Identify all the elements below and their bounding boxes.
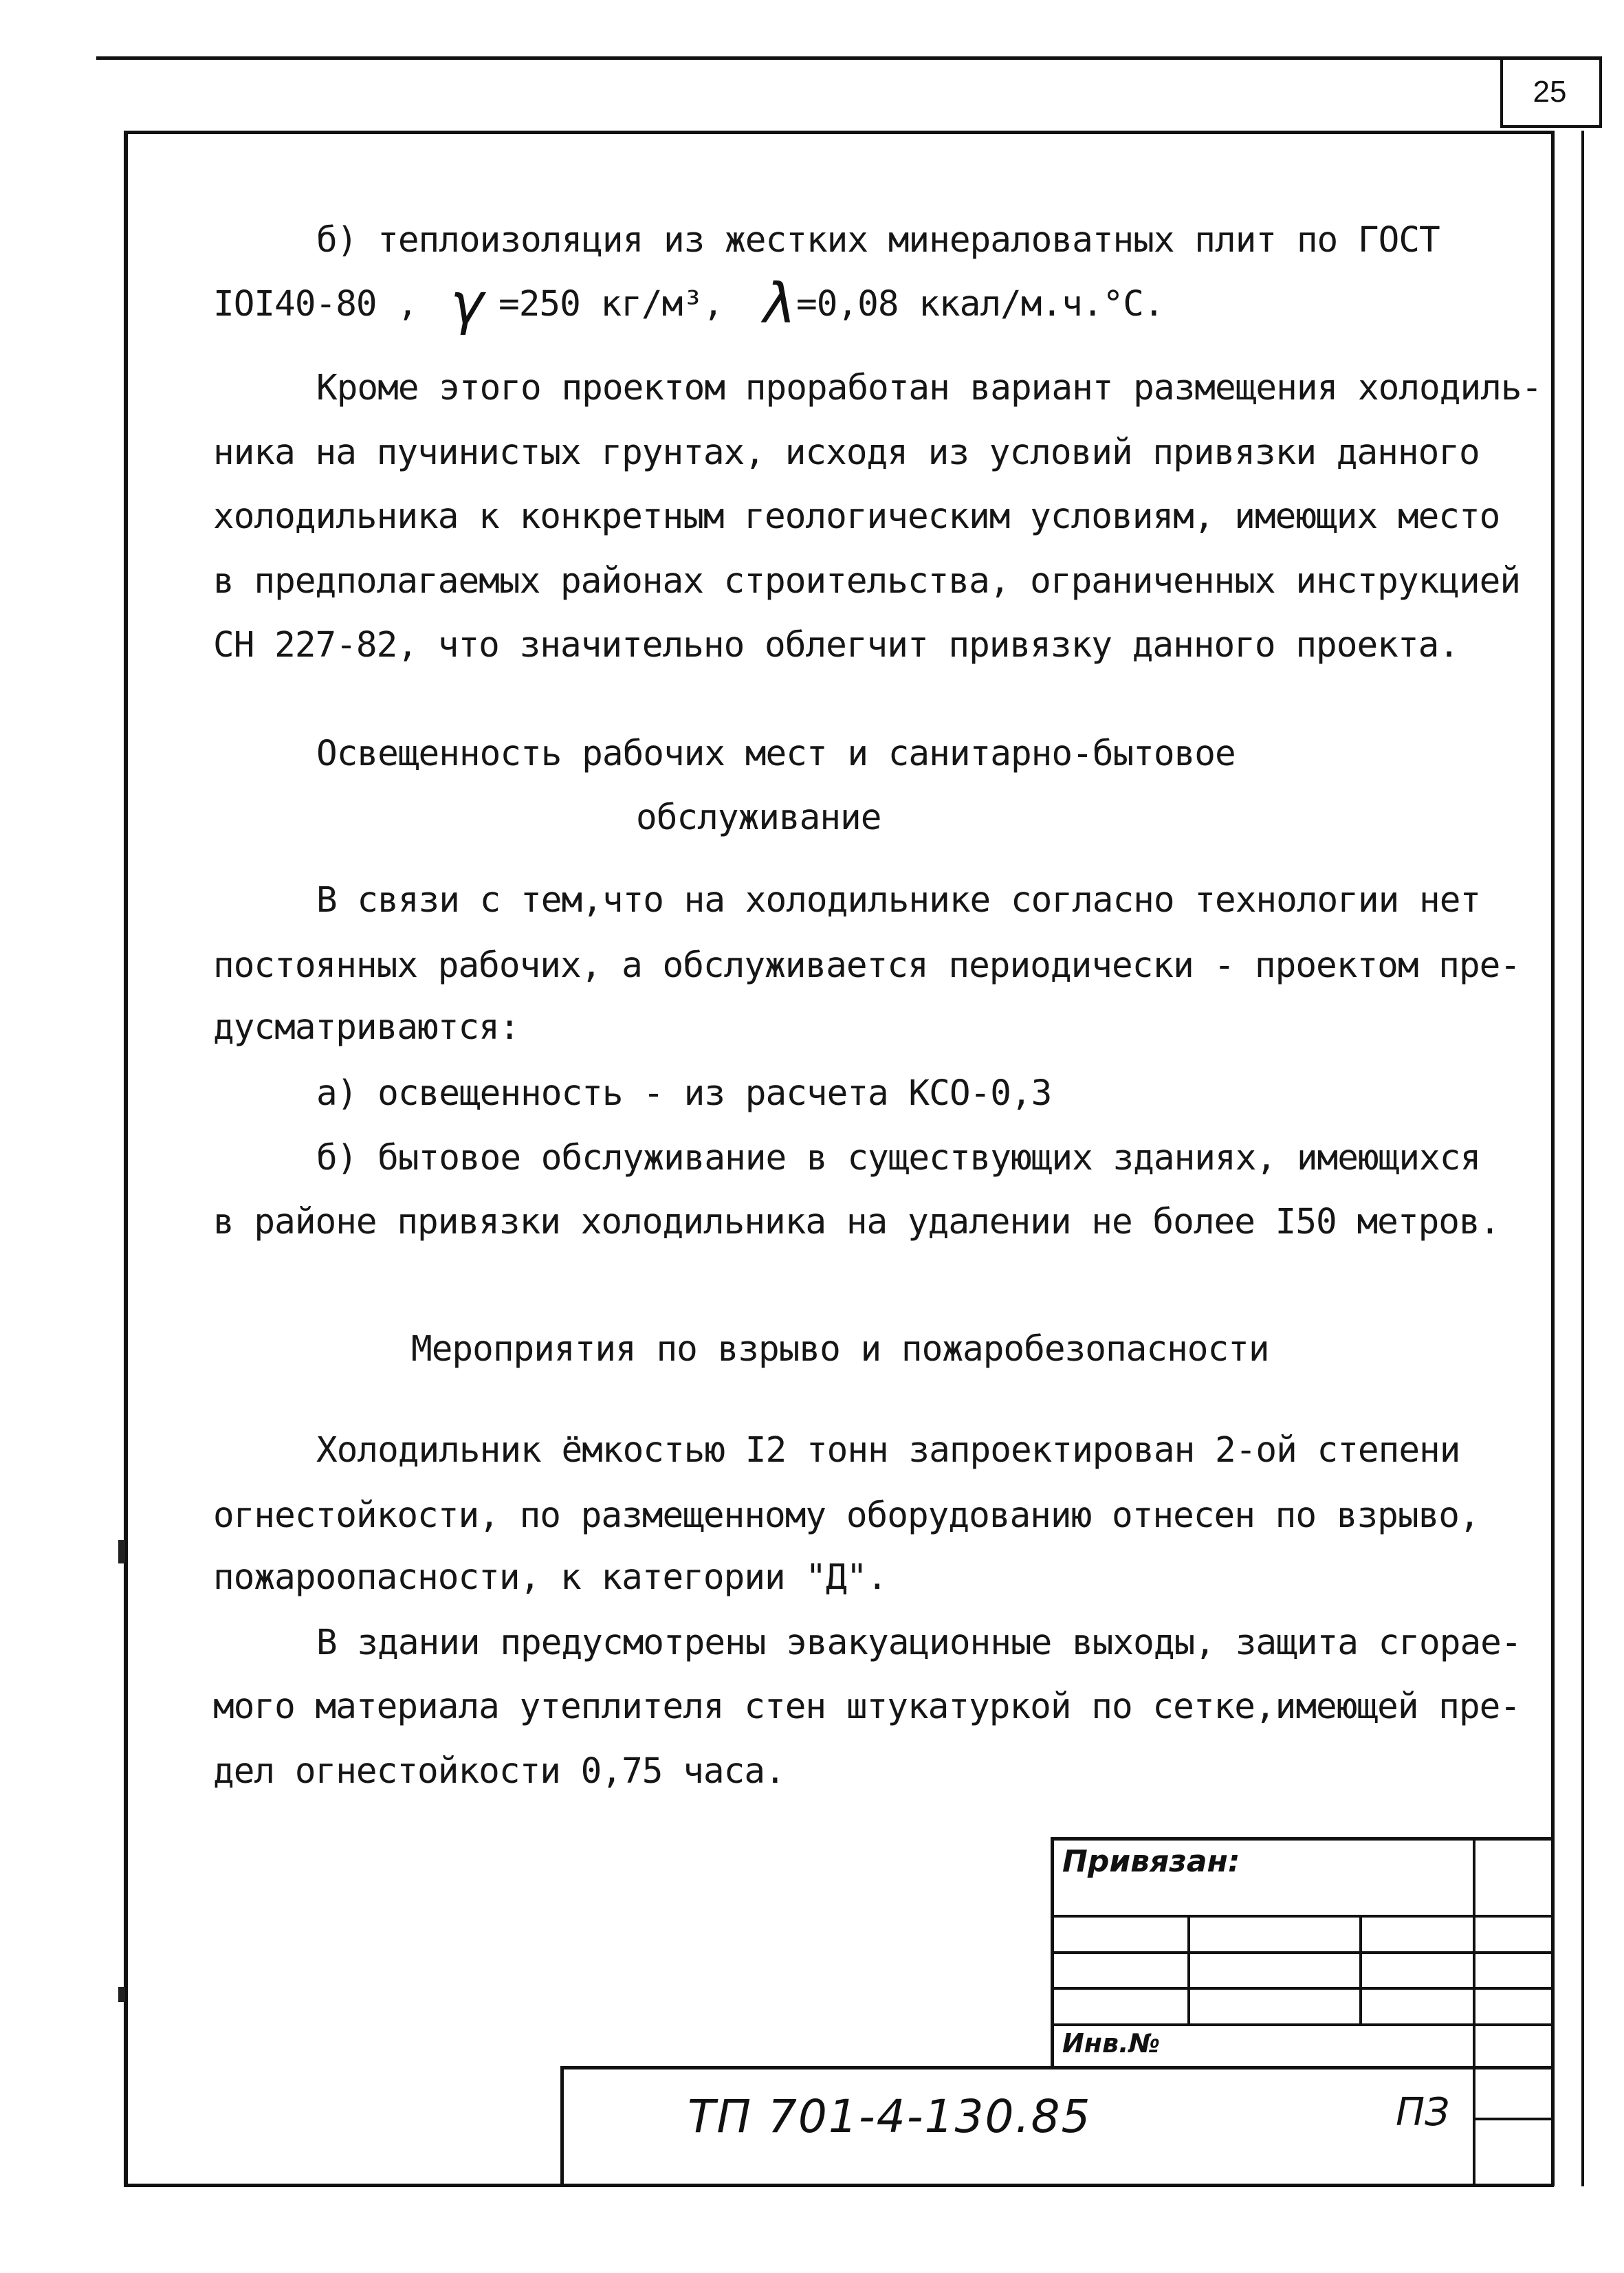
heading-fire-safety: Мероприятия по взрыво и пожаробезопасности xyxy=(411,1329,1269,1370)
stamp-hline-1 xyxy=(1051,1837,1554,1841)
para2-line2: ника на пучинистых грунтах, исходя из условий привязки данного xyxy=(213,432,1480,473)
gamma-symbol: γ xyxy=(450,272,484,337)
para1-line2-start: IOI40-80 , xyxy=(213,284,418,325)
para2-line5: СН 227-82, что значительно облегчит привязку данного проекта. xyxy=(213,625,1459,666)
document-code: ТП 701-4-130.85 xyxy=(688,2090,1092,2143)
outer-right-line xyxy=(1581,131,1584,2186)
heading-lighting-line1: Освещенность рабочих мест и санитарно-бытовое xyxy=(316,734,1236,774)
top-border-line xyxy=(96,56,1602,60)
para3-line3: дусматриваются: xyxy=(213,1007,520,1048)
stamp-hline-3 xyxy=(1051,1951,1554,1954)
stamp-hline-5 xyxy=(1051,2023,1554,2026)
para4-line2: огнестойкости, по размещенному оборудованию отнесен по взрыво, xyxy=(213,1495,1480,1536)
para1-line1: б) теплоизоляция из жестких минераловатных плит по ГОСТ xyxy=(316,220,1440,261)
inventory-number-label: Инв.№ xyxy=(1062,2028,1161,2058)
frame-left-line xyxy=(124,131,128,2186)
para4-line1: Холодильник ёмкостью I2 тонн запроектирован 2-ой степени xyxy=(316,1430,1460,1471)
para4-line3: пожароопасности, к категории "Д". xyxy=(213,1557,888,1598)
para1-conductivity: =0,08 ккал/м.ч.°С. xyxy=(796,284,1164,325)
para4-line5: мого материала утеплителя стен штукатуркой по сетке,имеющей пре- xyxy=(213,1687,1521,1727)
para3-line2: постоянных рабочих, а обслуживается периодически - проектом пре- xyxy=(213,945,1521,986)
title-block-small-hline xyxy=(1473,2118,1554,2120)
stamp-vline-3 xyxy=(1359,1915,1362,2025)
stamp-hline-4 xyxy=(1051,1987,1554,1990)
stamp-hline-2 xyxy=(1051,1915,1554,1918)
page-number-box-right xyxy=(1599,56,1602,128)
para4-line4: В здании предусмотрены эвакуационные выходы, защита сгорае- xyxy=(316,1623,1522,1663)
title-block-left-line xyxy=(560,2066,564,2186)
scan-mark xyxy=(118,1540,125,1563)
sheet-code: ПЗ xyxy=(1396,2090,1450,2135)
frame-bottom-line xyxy=(124,2184,1554,2187)
stamp-vline-4 xyxy=(1473,1837,1475,2186)
para2-line1: Кроме этого проектом проработан вариант размещения холодиль- xyxy=(316,368,1542,408)
stamp-vline-1 xyxy=(1051,1837,1054,2069)
scan-mark xyxy=(118,1987,125,2002)
para1-density: =250 кг/м³, xyxy=(498,284,723,325)
privyazan-label: Привязан: xyxy=(1062,1844,1240,1879)
para3-line1: В связи с тем,что на холодильнике согласно технологии нет xyxy=(316,880,1481,921)
page-number: 25 xyxy=(1533,75,1567,109)
para3-line6: в районе привязки холодильника на удалении не более I50 метров. xyxy=(213,1202,1500,1242)
frame-top-line xyxy=(124,131,1554,134)
para2-line4: в предполагаемых районах строительства, ограниченных инструкцией xyxy=(213,561,1521,602)
stamp-vline-2 xyxy=(1187,1915,1190,2025)
para3-item-b: б) бытовое обслуживание в существующих зданиях, имеющихся xyxy=(316,1138,1481,1178)
para3-item-a: а) освещенность - из расчета КСО-0,3 xyxy=(316,1073,1052,1114)
title-block-top-line xyxy=(560,2066,1554,2069)
para4-line6: дел огнестойкости 0,75 часа. xyxy=(213,1751,785,1792)
heading-lighting-line2: обслуживание xyxy=(636,798,881,838)
lambda-symbol: λ xyxy=(763,272,796,336)
frame-right-line xyxy=(1551,131,1555,2186)
para2-line3: холодильника к конкретным геологическим условиям, имеющих место xyxy=(213,496,1500,537)
